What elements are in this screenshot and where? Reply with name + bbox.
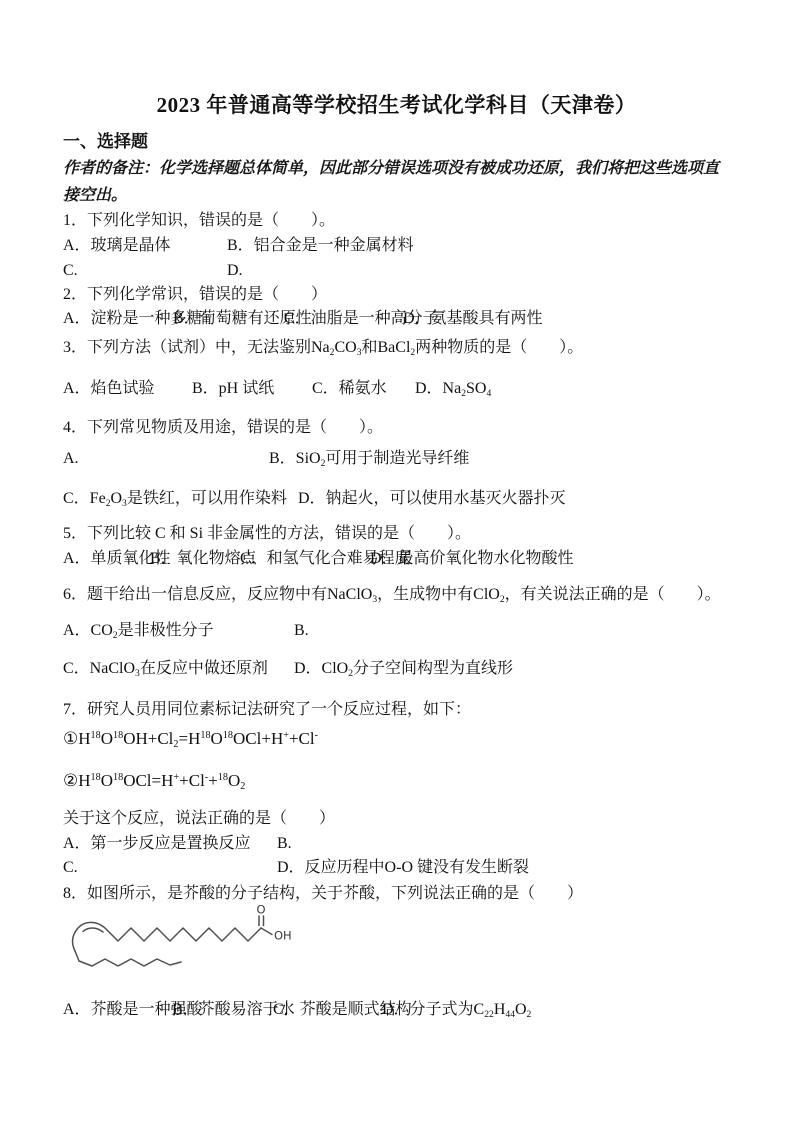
q2-stem: 2．下列化学常识，错误的是（ ） [63,286,328,303]
q3-option-d: D．$Na_2SO_4$ [415,380,492,399]
q5-options-row [63,549,763,569]
carbonyl-o-label: O [256,902,266,917]
q3-option-a: A．焰色试验 [63,380,155,397]
q4-options-row-2 [63,489,763,509]
q7-option-b: B. [277,835,292,852]
q4-option-c: C．$Fe_2O_3$是铁红，可以用作染料 [63,490,287,509]
author-note-line-2: 接空出。 [63,187,128,204]
q2-option-a: A．淀粉是一种多糖 [63,310,203,327]
q5-option-c: C．和氢气化合难易程度 [240,550,411,567]
q2-option-d: D．氨基酸具有两性 [403,310,543,327]
q1-stem: 1．下列化学知识，错误的是（ ）。 [63,212,336,229]
q6-option-b: B. [294,622,309,639]
q5-option-a: A．单质氧化性 [63,550,171,567]
q6-option-d: D．ClO$_2$分子空间构型为直线形 [294,660,514,679]
hydroxyl-oh-label: OH [274,928,292,943]
q7-options-row-1 [63,834,763,854]
q7-sub-stem: 关于这个反应，说法正确的是（ ） [63,810,336,827]
page-title: 2023 年普通高等学校招生考试化学科目（天津卷） [156,93,637,117]
q1-options-row-2 [63,261,763,281]
carbon-chain-bottom [75,951,181,966]
section-heading: 一、选择题 [63,132,148,151]
q4-option-b: B．SiO$_2$可用于制造光导纤维 [269,450,470,469]
q4-options-row-1 [63,449,763,469]
q2-option-c: C．油脂是一种高分子 [284,310,439,327]
q3-option-c: C．稀氨水 [312,380,387,397]
q5-option-b: B．氧化物熔点 [150,550,257,567]
q2-options-row [63,309,763,329]
q7-options-row-2 [63,858,763,878]
q4-stem: 4．下列常见物质及用途，错误的是（ ）。 [63,419,384,436]
q1-option-d: D. [227,262,243,279]
q7-option-c: C. [63,859,78,876]
q8-stem: 8．如图所示，是芥酸的分子结构，关于芥酸，下列说法正确的是（ ） [63,885,584,902]
q1-option-c: C. [63,262,78,279]
q1-option-a: A．玻璃是晶体 [63,237,171,254]
c-oh-bond [261,928,272,935]
q6-options-row-1 [63,621,763,641]
cis-double-bond [73,922,105,951]
q3-stem: 3．下列方法（试剂）中，无法鉴别$Na_2CO_3$和BaCl$_2$两种物质的是（ ）。 [63,339,584,358]
author-note-line-1: 作者的备注：化学选择题总体简单，因此部分错误选项没有被成功还原，我们将把这些选项直 [63,160,720,177]
q7-equation-2: $②H^{18}O^{18}OCl=H^++Cl^-+^{18}O_2$ [63,771,246,793]
q8-option-b: B．芥酸易溶于水 [172,1001,295,1018]
carbon-chain-top [105,928,261,941]
q8-option-d: D．分子式为$C_{22}H_{44}O_2$ [382,1001,532,1020]
q7-option-a: A．第一步反应是置换反应 [63,835,251,852]
q7-option-d: D．反应历程中O-O 键没有发生断裂 [277,859,529,876]
erucic-acid-structure-image [62,901,312,985]
q8-option-c: C．芥酸是顺式结构 [273,1001,412,1018]
cis-double-bond-inner [83,928,103,932]
q1-options-row-1 [63,236,763,256]
q3-option-b: B．pH 试纸 [192,380,275,397]
q1-option-b: B．铝合金是一种金属材料 [227,237,414,254]
q6-option-a: A．$CO_2$是非极性分子 [63,622,214,641]
q7-stem: 7．研究人员用同位素标记法研究了一个反应过程，如下： [63,701,472,718]
q4-option-a: A. [63,450,79,467]
q2-option-b: B．葡萄糖有还原性 [173,310,312,327]
q5-option-d: D．最高价氧化物水化物酸性 [370,550,574,567]
carbonyl-double-bond [259,916,264,926]
q4-option-d: D．钠起火，可以使用水基灭火器扑灭 [298,490,566,507]
q8-options-row [63,1000,763,1020]
q3-options-row [63,379,763,399]
q6-options-row-2 [63,659,763,679]
q6-option-c: C．NaClO$_3$在反应中做还原剂 [63,660,268,679]
q5-stem: 5．下列比较 C 和 Si 非金属性的方法，错误的是（ ）。 [63,525,472,542]
q6-stem: 6．题干给出一信息反应，反应物中有NaClO$_3$，生成物中有ClO$_2$，有关说法正确的是（ ）。 [63,586,721,605]
q7-equation-1: $①H^{18}O^{18}OH+Cl_2=H^{18}O^{18}OCl+H^++Cl^-$ [63,729,319,751]
q8-option-a: A．芥酸是一种强酸 [63,1001,203,1018]
